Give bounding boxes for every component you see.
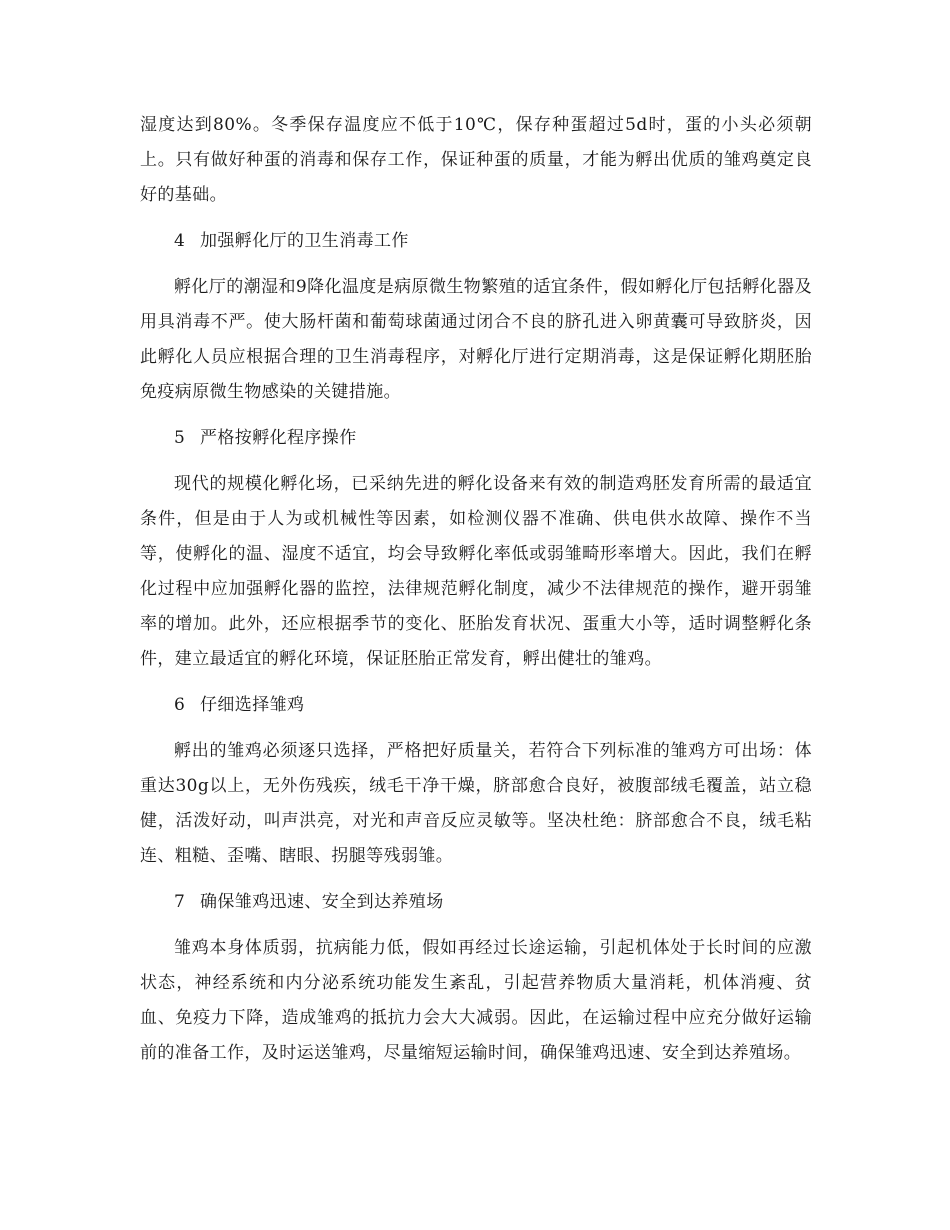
section-number: 4 (174, 231, 186, 251)
paragraph-storage-continuation: 湿度达到80%。冬季保存温度应不低于10℃，保存种蛋超过5d时，蛋的小头必须朝上。只有做好种蛋的消毒和保存工作，保证种蛋的质量，才能为孵出优质的雏鸡奠定良好的基础。 (140, 115, 812, 205)
section-heading-7 (140, 885, 812, 920)
section-number: 7 (174, 892, 186, 912)
section-title: 确保雏鸡迅速、安全到达养殖场 (200, 892, 444, 912)
section-heading-5 (140, 421, 812, 456)
document-body (140, 108, 812, 1082)
section-title: 仔细选择雏鸡 (200, 695, 305, 715)
section-number: 6 (174, 695, 186, 715)
paragraph-chick-selection: 孵出的雏鸡必须逐只选择，严格把好质量关，若符合下列标准的雏鸡方可出场：体重达30g以上，无外伤残疾，绒毛干净干燥，脐部愈合良好，被腹部绒毛覆盖，站立稳健，活泼好动，叫声洪亮，对光和声音反应灵敏等。坚决杜绝：脐部愈合不良，绒毛粘连、粗糙、歪嘴、瞎眼、拐腿等残弱雏。 (140, 741, 812, 866)
paragraph-incubation-procedure: 现代的规模化孵化场，已采纳先进的孵化设备来有效的制造鸡胚发育所需的最适宜条件，但是由于人为或机械性等因素，如检测仪器不准确、供电供水故障、操作不当等，使孵化的温、湿度不适宜，均会导致孵化率低或弱雏畸形率增大。因此，我们在孵化过程中应加强孵化器的监控，法律规范孵化制度，减少不法律规范的操作，避开弱雏率的增加。此外，还应根据季节的变化、胚胎发育状况、蛋重大小等，适时调整孵化条件，建立最适宜的孵化环境，保证胚胎正常发育，孵出健壮的雏鸡。 (140, 474, 812, 669)
section-heading-4 (140, 224, 812, 259)
paragraph-chick-transport: 雏鸡本身体质弱，抗病能力低，假如再经过长途运输，引起机体处于长时间的应激状态，神经系统和内分泌系统功能发生紊乱，引起营养物质大量消耗，机体消瘦、贫血、免疫力下降，造成雏鸡的抵抗力会大大减弱。因此，在运输过程中应充分做好运输前的准备工作，及时运送雏鸡，尽量缩短运输时间，确保雏鸡迅速、安全到达养殖场。 (140, 938, 812, 1063)
section-heading-6 (140, 688, 812, 723)
section-number: 5 (174, 428, 186, 448)
section-title: 严格按孵化程序操作 (200, 428, 357, 448)
paragraph-hatchery-disinfection: 孵化厅的潮湿和9降化温度是病原微生物繁殖的适宜条件，假如孵化厅包括孵化器及用具消毒不严。使大肠杆菌和葡萄球菌通过闭合不良的脐孔进入卵黄囊可导致脐炎，因此孵化人员应根据合理的卫生消毒程序，对孵化厅进行定期消毒，这是保证孵化期胚胎免疫病原微生物感染的关键措施。 (140, 277, 812, 402)
section-title: 加强孵化厅的卫生消毒工作 (200, 231, 409, 251)
